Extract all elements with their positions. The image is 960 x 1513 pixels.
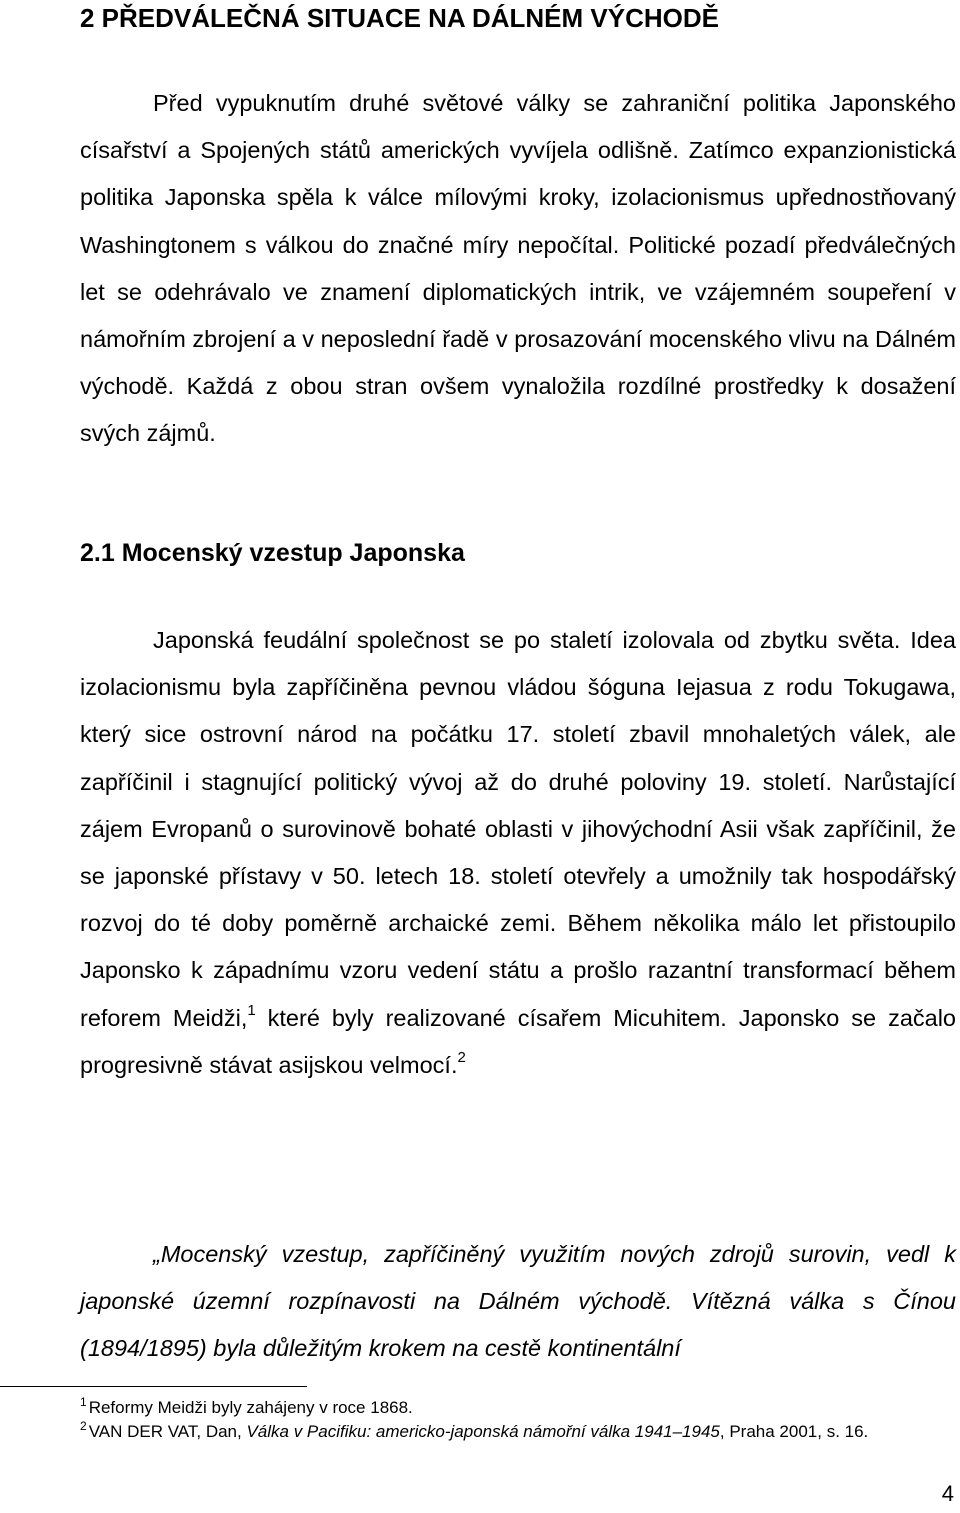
footnote-1-number: 1: [80, 1395, 87, 1409]
footnote-2-book-title: Válka v Pacifiku: americko-japonská námořní válka 1941–1945: [246, 1422, 720, 1441]
quotation-paragraph: „Mocenský vzestup, zapříčiněný využitím nových zdrojů surovin, vedl k japonské územní rozpínavosti na Dálném východě. Vítězná válka s Čínou (1894/1895) byla důležitým krokem na cestě kontinentální: [80, 1241, 956, 1362]
section-paragraph-part2: které byly realizované císařem Micuhitem. Japonsko se začalo progresivně stávat asijskou velmocí.: [80, 1004, 957, 1078]
footnote-reference-2[interactable]: 2: [457, 1048, 466, 1066]
chapter-heading: 2 PŘEDVÁLEČNÁ SITUACE NA DÁLNÉM VÝCHODĚ: [80, 3, 719, 33]
footnote-1: [80, 1397, 956, 1419]
footnote-2-publication: , Praha 2001, s. 16.: [719, 1422, 869, 1441]
footnote-2: [80, 1421, 956, 1443]
section-paragraph-part1: Japonská feudální společnost se po staletí izolovala od zbytku světa. Idea izolacionismu byla zapříčiněna pevnou vládou šóguna Iejasua z rodu Tokugawa, který sice ostrovní národ na počátku 17. století zbavil mnohaletých válek, ale zapříčinil i stagnující politický vývoj až do druhé poloviny 19. století. Narůstající zájem Evropanů o surovinově bohaté oblasti v jihovýchodní Asii však zapříčinil, že se japonské přístavy v 50. letech 18. století otevřely a umožnily tak hospodářský rozvoj do té doby poměrně archaické zemi. Během několika málo let přistoupilo Japonsko k západnímu vzoru vedení státu a prošlo razantní transformací během reforem Meidži,: [80, 627, 956, 1031]
footnote-separator: [0, 1386, 307, 1387]
footnote-reference-1[interactable]: 1: [247, 1001, 256, 1019]
footnote-1-text: Reformy Meidži byly zahájeny v roce 1868.: [88, 1398, 413, 1417]
footnote-2-author: VAN DER VAT, Dan,: [88, 1422, 247, 1441]
footnote-2-number: 2: [80, 1419, 87, 1433]
section-paragraph: [80, 617, 956, 1089]
page-number: 4: [941, 1481, 954, 1506]
chapter-intro-paragraph: Před vypuknutím druhé světové války se zahraniční politika Japonského císařství a Spojených států amerických vyvíjela odlišně. Zatímco expanzionistická politika Japonska spěla k válce mílovými kroky, izolacionismus upřednostňovaný Washingtonem s válkou do značné míry nepočítal. Politické pozadí předválečných let se odehrávalo ve znamení diplomatických intrik, ve vzájemném soupeření v námořním zbrojení a v neposlední řadě v prosazování mocenského vlivu na Dálném východě. Každá z obou stran ovšem vynaložila rozdílné prostředky k dosažení svých zájmů.: [80, 90, 956, 447]
section-heading: 2.1 Mocenský vzestup Japonska: [80, 539, 465, 567]
